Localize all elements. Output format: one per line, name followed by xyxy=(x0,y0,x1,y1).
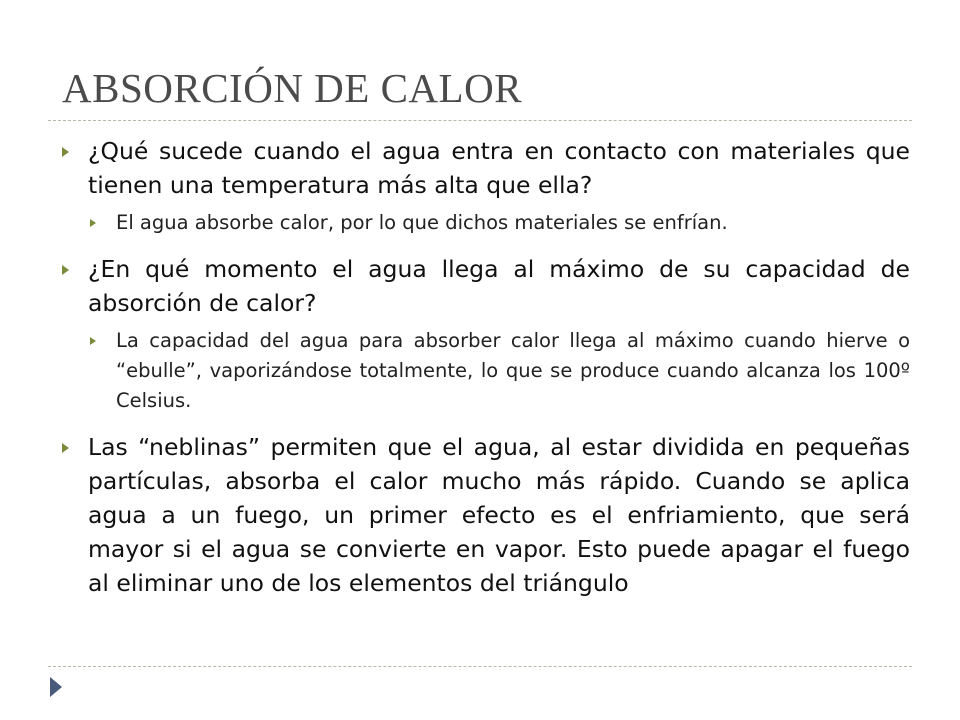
play-arrow-icon[interactable] xyxy=(50,677,62,697)
title-divider xyxy=(48,120,912,121)
bullet-item xyxy=(60,430,910,600)
triangle-bullet-icon xyxy=(62,147,69,157)
sub-bullet-item xyxy=(60,208,910,238)
sub-bullet-item xyxy=(60,326,910,416)
bullet-item xyxy=(60,134,910,202)
triangle-bullet-icon xyxy=(90,337,96,345)
sub-bullet-text: El agua absorbe calor, por lo que dichos materiales se enfrían. xyxy=(116,211,728,234)
slide-content xyxy=(60,134,910,600)
triangle-bullet-icon xyxy=(62,265,69,275)
slide-title: ABSORCIÓN DE CALOR xyxy=(62,65,523,111)
sub-bullet-text: La capacidad del agua para absorber calor llega al máximo cuando hierve o “ebulle”, vaporizándose totalmente, lo que se produce cuando alcanza los 100º Celsius. xyxy=(116,329,910,412)
bullet-text: ¿Qué sucede cuando el agua entra en contacto con materiales que tienen una temperatura más alta que ella? xyxy=(88,137,910,199)
bullet-item xyxy=(60,252,910,320)
bullet-text: ¿En qué momento el agua llega al máximo de su capacidad de absorción de calor? xyxy=(88,255,910,317)
triangle-bullet-icon xyxy=(62,443,69,453)
bullet-text: Las “neblinas” permiten que el agua, al estar dividida en pequeñas partículas, absorba el calor mucho más rápido. Cuando se aplica agua a un fuego, un primer efecto es el enfriamiento, que será mayor si el agua se convierte en vapor. Esto puede apagar el fuego al eliminar uno de los elementos del triángulo xyxy=(88,433,910,597)
footer-divider xyxy=(48,666,912,667)
triangle-bullet-icon xyxy=(90,219,96,227)
